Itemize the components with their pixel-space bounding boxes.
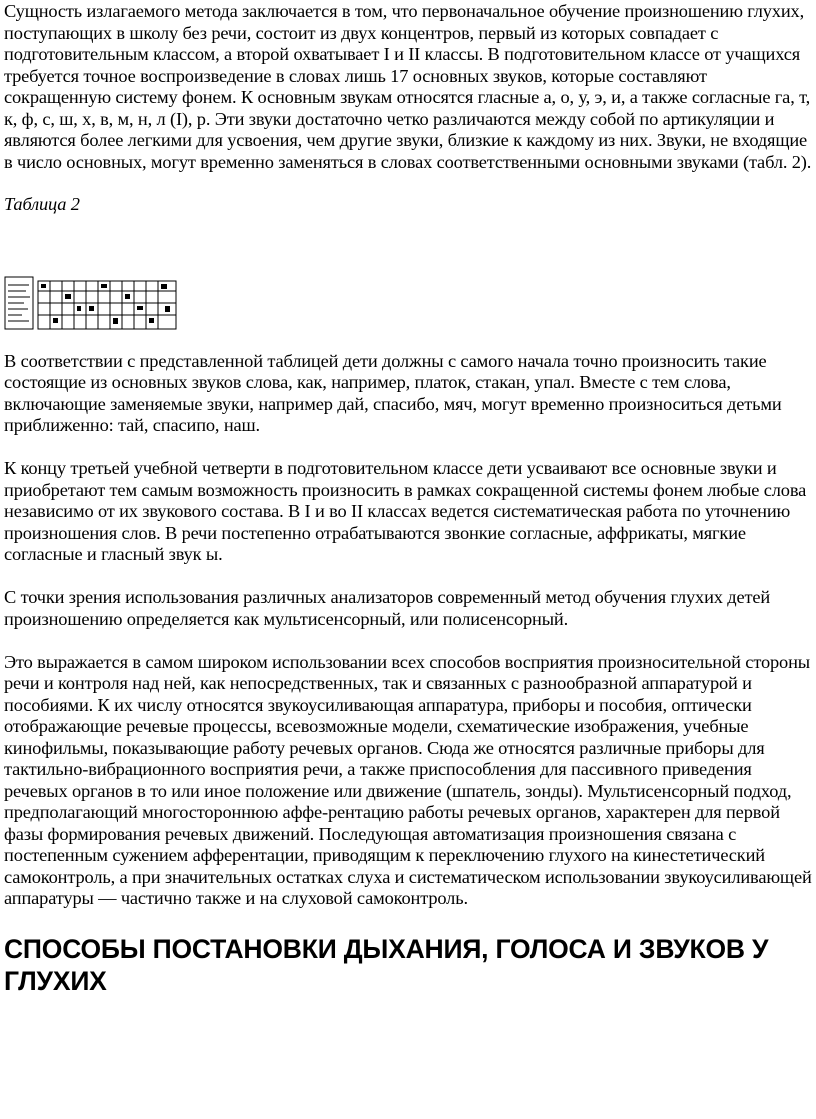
table-thumbnail-image [4,275,177,333]
table-caption: Таблица 2 [4,194,80,214]
paragraph-after-table: В соответствии с представленной таблицей дети должны с самого начала точно произносить такие состоящие из основных звуков слова, как, например, платок, стакан, упал. Вместе с тем слова, включающие заменяемые звуки, например дай, спасибо, мяч, могут временно произноситься детьми приближенно: тай, спасипо, наш. [4,350,782,435]
section-heading: СПОСОБЫ ПОСТАНОВКИ ДЫХАНИЯ, ГОЛОСА И ЗВУКОВ У ГЛУХИХ [4,933,769,996]
paragraph-expression: Это выражается в самом широком использовании всех способов восприятия произносительной стороны речи и контроля над ней, как непосредственных, так и связанных с разнообразной аппаратурой и пособиями. К их числу относятся звукоусиливающая аппаратура, приборы и пособия, оптически отображающие речевые процессы, всевозможные модели, схематические изображения, учебные кинофильмы, показывающие работу речевых органов. Сюда же относятся различные приборы для тактильно-вибрационного восприятия речи, а также приспособления для пассивного приведения речевых органов в то или иное положение или движение (шпатель, зонды). Мультисенсорный подход, предполагающий многостороннюю аффе-рентацию работы речевых органов, характерен для первой фазы формирования речевых движений. Последующая автоматизация произношения связана с постепенным сужением афферентации, приводящим к переключению глухого на кинестетический самоконтроль, а при значительных остатках слуха и систематическом использовании звукоусиливающей аппаратуры — частично также и на слуховой самоконтроль. [4,651,812,908]
paragraph-quarter: К концу третьей учебной четверти в подготовительном классе дети усваивают все основные звуки и приобретают тем самым возможность произносить в рамках сокращенной системы фонем любые слова независимо от их звукового состава. В I и во II классах ведется систематическая работа по уточнению произношения слов. В речи постепенно отрабатываются звонкие согласные, аффрикаты, мягкие согласные и гласный звук ы. [4,458,807,564]
paragraph-multisensory: С точки зрения использования различных анализаторов современный метод обучения глухих детей произношению определяется как мультисенсорный, или полисенсорный. [4,587,771,629]
paragraph-intro: Сущность излагаемого метода заключается в том, что первоначальное обучение произношению глухих, поступающих в школу без речи, состоит из двух концентров, первый из которых совпадает с подготовительным классом, а второй охватывает I и II классы. В подготовительном классе от учащихся требуется точное воспроизведение в словах лишь 17 основных звуков, которые составляют сокращенную систему фонем. К основным звукам относятся гласные а, о, у, э, и, а также согласные га, т, к, ф, с, ш, х, в, м, н, л (I), р. Эти звуки достаточно четко различаются между собой по артикуляции и являются более легкими для усвоения, чем другие звуки, близкие к каждому из них. Звуки, не входящие в число основных, могут временно заменяться в словах соответственными основными звуками (табл. 2). [4,1,812,172]
table-thumbnail-icon [4,275,177,333]
